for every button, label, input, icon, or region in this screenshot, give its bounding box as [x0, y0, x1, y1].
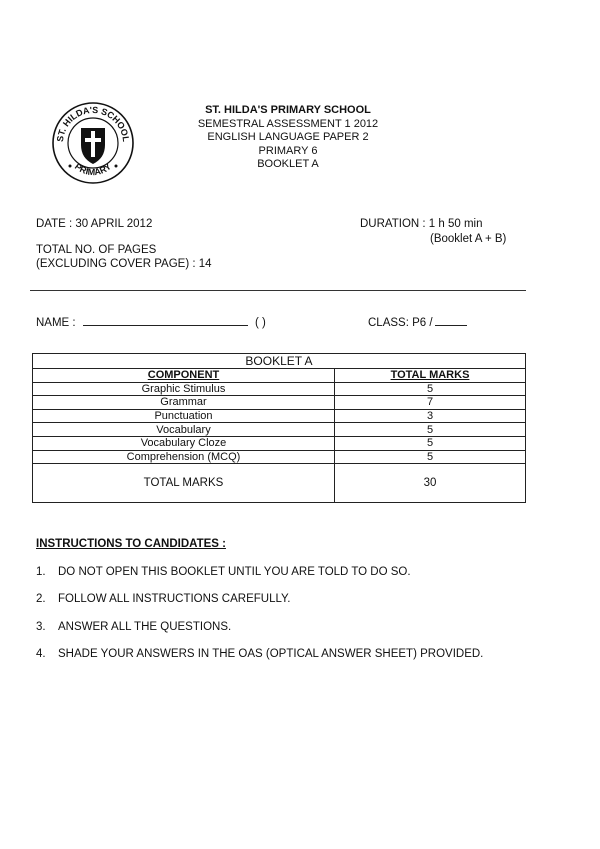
- table-row: [33, 396, 526, 410]
- table-title: BOOKLET A: [33, 354, 526, 369]
- total-label-cell: TOTAL MARKS: [33, 464, 335, 503]
- component-cell: Punctuation: [33, 409, 335, 423]
- exam-duration: DURATION : 1 h 50 min: [360, 218, 483, 230]
- item-number: 4.: [36, 648, 46, 660]
- school-name: ST. HILDA'S PRIMARY SCHOOL: [205, 104, 371, 116]
- item-number: 1.: [36, 566, 46, 578]
- table-row: [33, 450, 526, 464]
- item-number: 2.: [36, 593, 46, 605]
- marks-cell: 7: [335, 396, 526, 410]
- exam-date: DATE : 30 APRIL 2012: [36, 218, 153, 230]
- list-item: [36, 566, 411, 578]
- table-row: [33, 382, 526, 396]
- class-field: [368, 314, 467, 329]
- divider: [30, 290, 526, 291]
- component-cell: Vocabulary: [33, 423, 335, 437]
- index-number-blank[interactable]: ( ): [255, 317, 266, 329]
- table-title-row: [33, 354, 526, 369]
- table-row: [33, 409, 526, 423]
- list-item: [36, 593, 290, 605]
- instructions-title: INSTRUCTIONS TO CANDIDATES :: [36, 538, 226, 550]
- table-row: [33, 436, 526, 450]
- marks-cell: 3: [335, 409, 526, 423]
- name-field: [36, 314, 266, 329]
- table-total-row: [33, 464, 526, 503]
- booklet-title: BOOKLET A: [257, 158, 319, 170]
- crest-bottom-text: PRIMARY: [72, 161, 114, 178]
- component-cell: Graphic Stimulus: [33, 382, 335, 396]
- table-row: [33, 423, 526, 437]
- marks-cell: 5: [335, 382, 526, 396]
- component-cell: Vocabulary Cloze: [33, 436, 335, 450]
- level-title: PRIMARY 6: [258, 144, 318, 157]
- duration-note: (Booklet A + B): [430, 233, 507, 245]
- class-blank-line[interactable]: [435, 314, 467, 326]
- column-header-marks: TOTAL MARKS: [335, 369, 526, 383]
- total-pages-label: TOTAL NO. OF PAGES: [36, 244, 157, 256]
- column-header-component: COMPONENT: [33, 369, 335, 383]
- item-text: DO NOT OPEN THIS BOOKLET UNTIL YOU ARE TOLD TO DO SO.: [58, 566, 411, 578]
- class-label: CLASS: P6 /: [368, 317, 433, 329]
- list-item: [36, 621, 231, 633]
- total-value-cell: 30: [335, 464, 526, 503]
- item-text: SHADE YOUR ANSWERS IN THE OAS (OPTICAL ANSWER SHEET) PROVIDED.: [58, 648, 484, 660]
- paper-title: ENGLISH LANGUAGE PAPER 2: [207, 131, 369, 143]
- assessment-title: SEMESTRAL ASSESSMENT 1 2012: [197, 117, 379, 130]
- school-crest: [50, 100, 136, 186]
- marks-table: [32, 353, 526, 503]
- table-header-row: [33, 369, 526, 383]
- name-blank-line[interactable]: [83, 314, 248, 326]
- item-text: ANSWER ALL THE QUESTIONS.: [58, 621, 232, 633]
- crest-top-text: ST. HILDA'S SCHOOL: [54, 104, 132, 143]
- item-number: 3.: [36, 621, 46, 633]
- item-text: FOLLOW ALL INSTRUCTIONS CAREFULLY.: [58, 593, 291, 605]
- component-cell: Comprehension (MCQ): [33, 450, 335, 464]
- marks-cell: 5: [335, 436, 526, 450]
- name-label: NAME :: [36, 317, 76, 329]
- document-header: [178, 104, 398, 172]
- marks-cell: 5: [335, 423, 526, 437]
- marks-cell: 5: [335, 450, 526, 464]
- total-pages-value: (EXCLUDING COVER PAGE) : 14: [36, 258, 212, 270]
- list-item: [36, 648, 483, 660]
- component-cell: Grammar: [33, 396, 335, 410]
